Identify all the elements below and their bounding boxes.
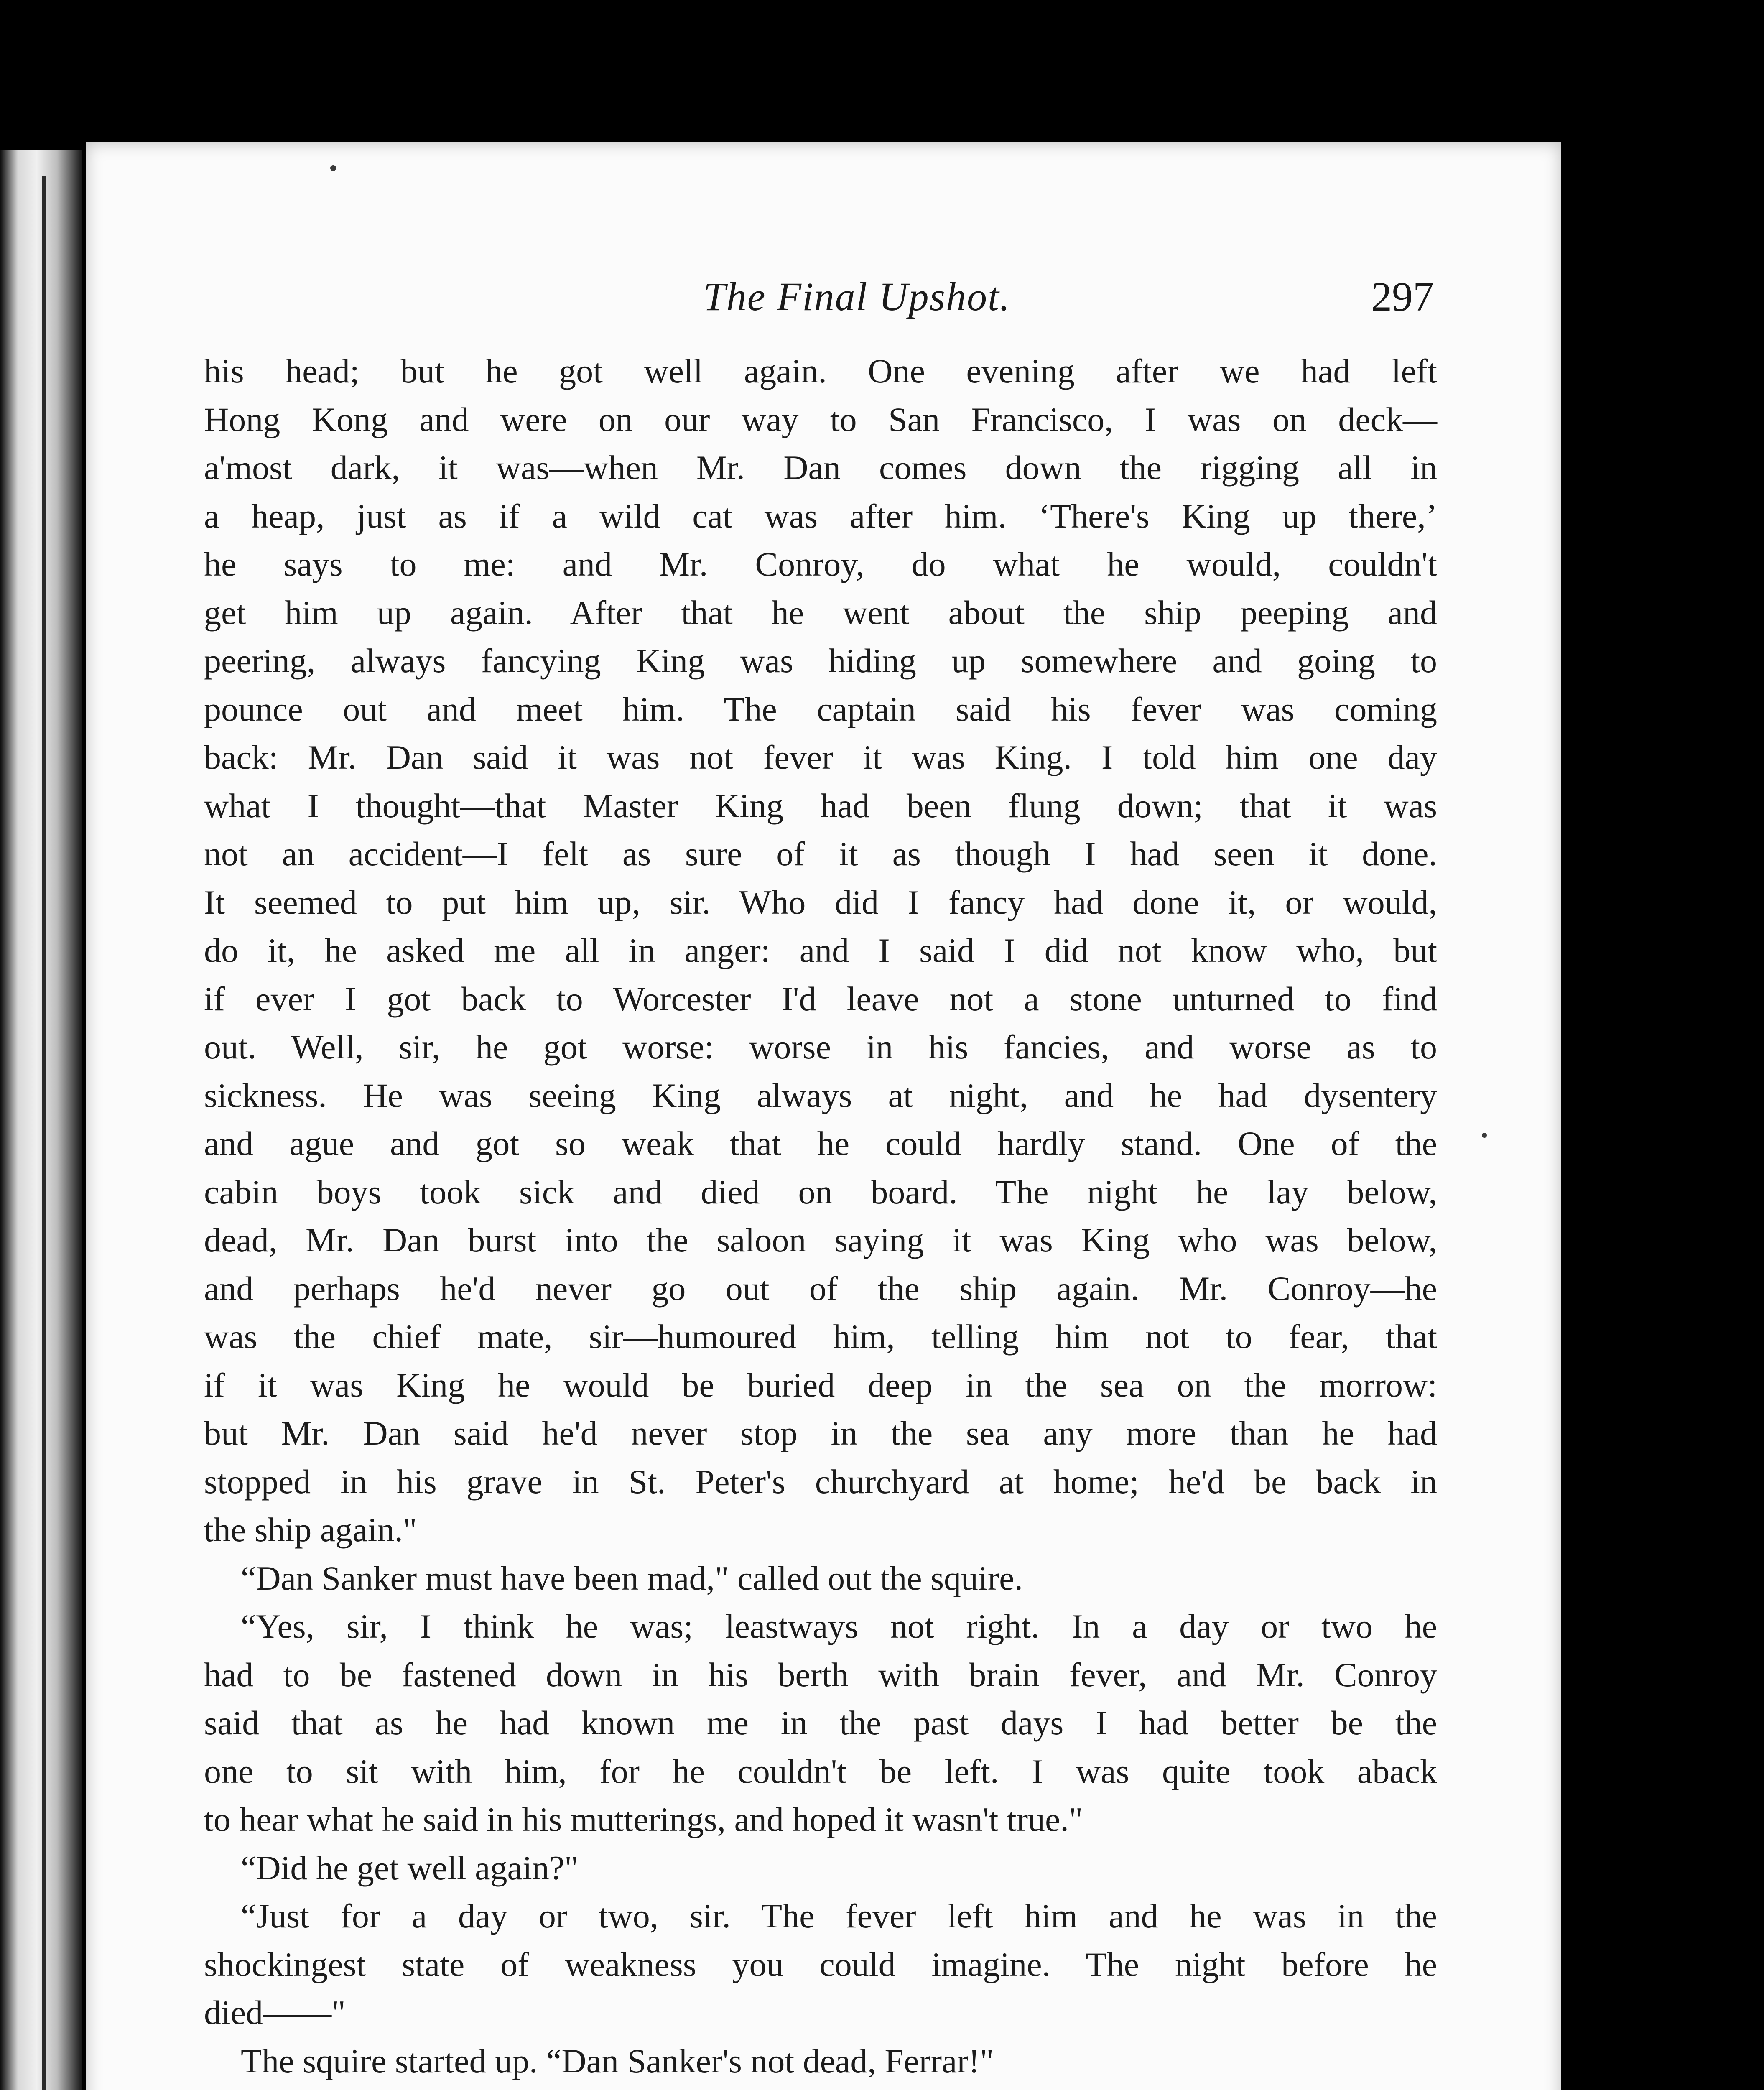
text-line: cabin boys took sick and died on board. The night he lay below, xyxy=(204,1172,1437,1211)
text-line: was the chief mate, sir—humoured him, telling him not to fear, that xyxy=(204,1318,1437,1356)
text-line: “Did he get well again?" xyxy=(241,1848,579,1887)
text-line: “Just for a day or two, sir. The fever left him and he was in the xyxy=(241,1897,1437,1935)
text-line: do it, he asked me all in anger: and I said I did not know who, but xyxy=(204,931,1437,969)
text-line: he says to me: and Mr. Conroy, do what he would, couldn't xyxy=(204,545,1437,583)
text-line: back: Mr. Dan said it was not fever it was King. I told him one day xyxy=(204,738,1437,776)
text-line: not an accident—I felt as sure of it as though I had seen it done. xyxy=(204,835,1437,873)
text-line: peering, always fancying King was hiding up somewhere and going to xyxy=(204,642,1437,680)
text-line: but Mr. Dan said he'd never stop in the sea any more than he had xyxy=(204,1414,1437,1452)
paper-speck xyxy=(1482,1133,1487,1138)
text-line: Hong Kong and were on our way to San Francisco, I was on deck— xyxy=(204,400,1437,438)
text-line: stopped in his grave in St. Peter's churchyard at home; he'd be back in xyxy=(204,1462,1437,1501)
text-line: a'most dark, it was—when Mr. Dan comes down the rigging all in xyxy=(204,449,1437,487)
text-line: said that as he had known me in the past days I had better be the xyxy=(204,1704,1437,1742)
text-line: to hear what he said in his mutterings, and hoped it wasn't true." xyxy=(204,1800,1083,1838)
text-line: shockingest state of weakness you could imagine. The night before he xyxy=(204,1945,1437,1983)
text-line: if it was King he would be buried deep in the sea on the morrow: xyxy=(204,1366,1437,1404)
page-number: 297 xyxy=(1371,273,1434,320)
text-line: It seemed to put him up, sir. Who did I fancy had done it, or would, xyxy=(204,883,1437,921)
paper-speck xyxy=(330,165,336,171)
page-gutter-shadow xyxy=(42,176,46,2090)
text-line: and ague and got so weak that he could hardly stand. One of the xyxy=(204,1124,1437,1162)
text-line: sickness. He was seeing King always at night, and he had dysentery xyxy=(204,1076,1437,1114)
text-line: dead, Mr. Dan burst into the saloon saying it was King who was below, xyxy=(204,1221,1437,1259)
text-line: get him up again. After that he went about the ship peeping and xyxy=(204,593,1437,632)
text-line xyxy=(204,2085,1437,2090)
text-line: the ship again." xyxy=(204,1511,417,1549)
text-line: out. Well, sir, he got worse: worse in his fancies, and worse as to xyxy=(204,1028,1437,1066)
body-text xyxy=(204,347,1437,2090)
text-line: one to sit with him, for he couldn't be left. I was quite took aback xyxy=(204,1752,1437,1790)
running-head: The Final Upshot. xyxy=(703,274,1011,319)
text-line: and perhaps he'd never go out of the ship again. Mr. Conroy—he xyxy=(204,1269,1437,1308)
text-line: “Yes, sir, I think he was; leastways not right. In a day or two he xyxy=(241,1607,1437,1645)
text-line: his head; but he got well again. One evening after we had left xyxy=(204,352,1437,390)
text-line: The squire started up. “Dan Sanker's not dead, Ferrar!" xyxy=(241,2042,994,2080)
previous-page-edge xyxy=(0,150,82,2090)
text-line: a heap, just as if a wild cat was after him. ‘There's King up there,’ xyxy=(204,497,1437,535)
text-line: pounce out and meet him. The captain said his fever was coming xyxy=(204,690,1437,728)
text-line: had to be fastened down in his berth with brain fever, and Mr. Conroy xyxy=(204,1655,1437,1694)
text-line: “Dan Sanker must have been mad," called out the squire. xyxy=(241,1559,1023,1597)
text-line: what I thought—that Master King had been flung down; that it was xyxy=(204,786,1437,825)
text-line: if ever I got back to Worcester I'd leave not a stone unturned to find xyxy=(204,979,1437,1018)
text-line: died——" xyxy=(204,1993,346,2031)
